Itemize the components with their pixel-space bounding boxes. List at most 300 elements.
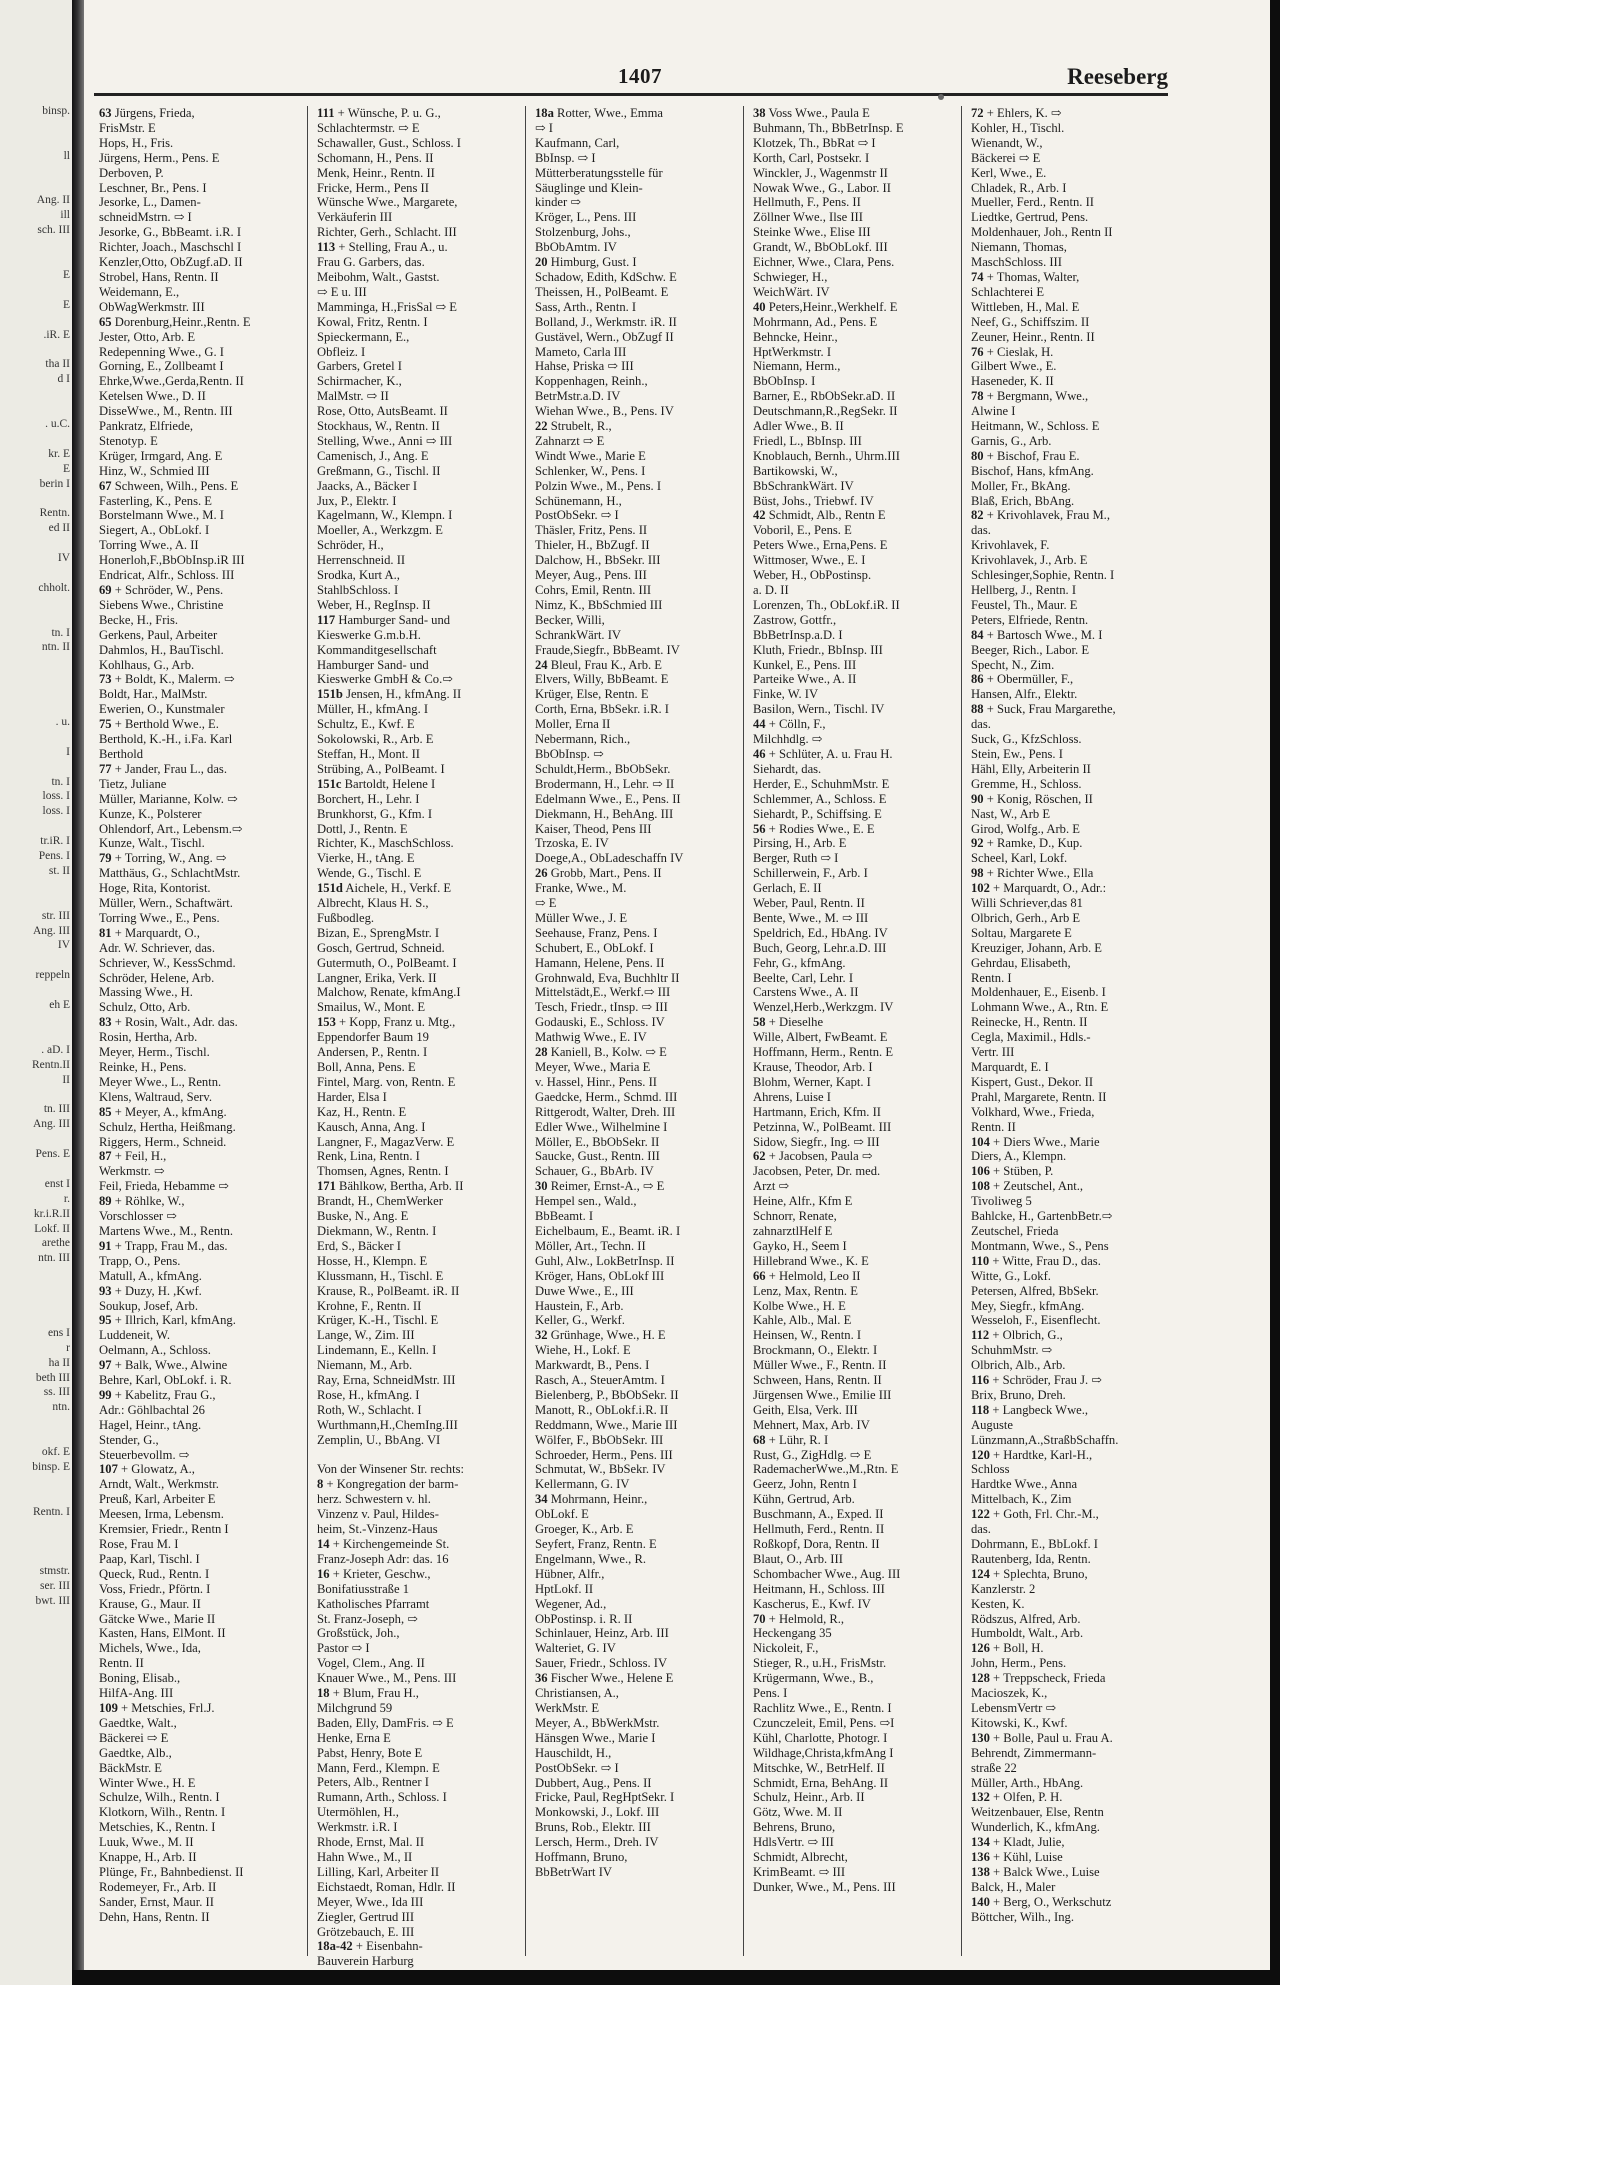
house-number: 66 <box>753 1268 766 1283</box>
house-number-entry <box>99 106 297 121</box>
entry-text: Scheel, Karl, Lokf. <box>971 851 1068 866</box>
entry-text: Krivohlavek, F. <box>971 538 1050 553</box>
edge-fragment: tn. I <box>51 626 70 639</box>
resident-entry <box>753 1626 951 1641</box>
resident-entry <box>99 598 297 613</box>
house-number-entry <box>317 613 515 628</box>
resident-entry <box>317 1805 515 1820</box>
entry-text: Wittleben, H., Mal. E <box>971 299 1080 314</box>
resident-entry <box>753 971 951 986</box>
page-number: 1407 <box>618 64 662 88</box>
entry-text: Hops, H., Fris. <box>99 135 174 150</box>
entry-text: Ahrens, Luise I <box>753 1089 831 1104</box>
entry-text: das. <box>971 717 991 732</box>
entry-text: Pabst, Henry, Bote E <box>317 1745 423 1760</box>
resident-entry <box>971 717 1169 732</box>
entry-text: Barner, E., RbObSekr.aD. II <box>753 389 896 404</box>
house-number-entry <box>99 1284 297 1299</box>
edge-fragment: . aD. I <box>41 1043 70 1056</box>
house-number: 106 <box>971 1164 990 1179</box>
entry-text: Kenzler,Otto, ObZugf.aD. II <box>99 255 243 270</box>
entry-text: Montmann, Wwe., S., Pens <box>971 1238 1109 1253</box>
edge-fragment: ss. III <box>43 1386 70 1399</box>
entry-text: Adler Wwe., B. II <box>753 419 844 434</box>
entry-text: Ray, Erna, SchneidMstr. III <box>317 1373 456 1388</box>
entry-text: Kaiser, Theod, Pens III <box>535 821 652 836</box>
resident-entry <box>971 494 1169 509</box>
entry-text: Peters,Heinr.,Werkhelf. E <box>768 299 898 314</box>
resident-entry <box>535 1761 733 1776</box>
house-number-entry <box>317 1015 515 1030</box>
resident-entry <box>535 985 733 1000</box>
resident-entry <box>971 1224 1169 1239</box>
entry-text: + Dieselhe <box>768 1015 824 1030</box>
entry-text: Behncke, Heinr., <box>753 329 838 344</box>
entry-text: Hahn Wwe., M., II <box>317 1850 413 1865</box>
entry-text: + Helmold, R., <box>768 1611 845 1626</box>
house-number: 151d <box>317 881 343 896</box>
resident-entry <box>753 762 951 777</box>
resident-entry <box>317 896 515 911</box>
entry-text: Müller, Arth., HbAng. <box>971 1775 1084 1790</box>
house-number-entry <box>753 822 951 837</box>
entry-text: Schmidt, Erna, BehAng. II <box>753 1775 889 1790</box>
resident-entry <box>535 300 733 315</box>
entry-text: Schlemmer, A., Schloss. E <box>753 791 887 806</box>
resident-entry <box>535 1656 733 1671</box>
entry-text: straße 22 <box>971 1760 1017 1775</box>
resident-entry <box>535 1582 733 1597</box>
entry-text: Milchgrund 59 <box>317 1700 393 1715</box>
house-number: 171 <box>317 1179 336 1194</box>
resident-entry <box>971 941 1169 956</box>
house-number-entry <box>99 1358 297 1373</box>
entry-text: Alwine I <box>971 404 1016 419</box>
resident-entry <box>753 1090 951 1105</box>
entry-text: Vogel, Clem., Ang. II <box>317 1656 425 1671</box>
resident-entry <box>317 822 515 837</box>
entry-text: Fischer Wwe., Helene E <box>550 1671 674 1686</box>
edge-fragment: E <box>62 268 70 281</box>
resident-entry <box>317 1775 515 1790</box>
resident-entry <box>535 792 733 807</box>
resident-entry <box>535 166 733 181</box>
entry-text: das. <box>971 523 991 538</box>
resident-entry <box>971 1597 1169 1612</box>
resident-entry <box>99 1090 297 1105</box>
entry-text: Edler Wwe., Wilhelmine I <box>535 1119 668 1134</box>
entry-text: ObLokf. E <box>535 1507 589 1522</box>
entry-text: Steinke Wwe., Elise III <box>753 225 871 240</box>
entry-text: HptLokf. II <box>535 1581 594 1596</box>
entry-text: Tesch, Friedr., tInsp. ⇨ III <box>535 1000 668 1015</box>
entry-text: Brandt, H., ChemWerker <box>317 1194 443 1209</box>
resident-entry <box>535 1746 733 1761</box>
resident-entry <box>535 1135 733 1150</box>
binding-gutter <box>72 0 84 1985</box>
entry-text: Luddeneit, W. <box>99 1328 171 1343</box>
resident-entry <box>535 971 733 986</box>
house-number: 20 <box>535 255 548 270</box>
resident-entry <box>535 672 733 687</box>
resident-entry <box>753 538 951 553</box>
entry-text: + Kirchengemeinde St. <box>332 1536 450 1551</box>
entry-text: Schauer, G., BbArb. IV <box>535 1164 654 1179</box>
resident-entry <box>535 1373 733 1388</box>
house-number: 108 <box>971 1179 990 1194</box>
entry-text: Krause, G., Maur. II <box>99 1596 201 1611</box>
house-number-entry <box>971 1641 1169 1656</box>
entry-text: Krohne, F., Rentn. II <box>317 1298 422 1313</box>
entry-text: Haustein, F., Arb. <box>535 1298 624 1313</box>
entry-text: Thomsen, Agnes, Rentn. I <box>317 1164 449 1179</box>
resident-entry <box>971 1880 1169 1895</box>
resident-entry <box>317 1895 515 1910</box>
edge-fragment: kr.i.R.II <box>33 1207 70 1220</box>
entry-text: Kitowski, K., Kwf. <box>971 1715 1068 1730</box>
entry-text: Müller, H., kfmAng. I <box>317 702 429 717</box>
resident-entry <box>971 1358 1169 1373</box>
resident-entry <box>753 1701 951 1716</box>
resident-entry <box>317 1522 515 1537</box>
resident-entry <box>317 568 515 583</box>
entry-text: Hartmann, Erich, Kfm. II <box>753 1104 881 1119</box>
resident-entry <box>753 1164 951 1179</box>
entry-text: + Thomas, Walter, <box>986 269 1080 284</box>
resident-entry <box>99 523 297 538</box>
resident-entry <box>535 717 733 732</box>
entry-text: Ewerien, O., Kunstmaler <box>99 702 225 717</box>
entry-text: Derboven, P. <box>99 165 164 180</box>
resident-entry <box>753 464 951 479</box>
entry-text: Stender, G., <box>99 1432 159 1447</box>
house-number-entry <box>971 389 1169 404</box>
resident-entry <box>753 568 951 583</box>
entry-text: Knappe, H., Arb. II <box>99 1850 197 1865</box>
resident-entry <box>753 777 951 792</box>
edge-fragment: tr.iR. I <box>40 835 70 848</box>
house-number-entry <box>971 1373 1169 1388</box>
resident-entry <box>971 1343 1169 1358</box>
entry-text: ⇨ I <box>535 120 553 135</box>
entry-text: DisseWwe., M., Rentn. III <box>99 404 233 419</box>
resident-entry <box>971 1433 1169 1448</box>
edge-fragment: tn. III <box>43 1103 70 1116</box>
house-number: 107 <box>99 1462 118 1477</box>
entry-text: Steffan, H., Mont. II <box>317 746 420 761</box>
entry-text: Mann, Ferd., Klempn. E <box>317 1760 440 1775</box>
entry-text: Kunkel, E., Pens. III <box>753 657 857 672</box>
house-number-entry <box>971 1254 1169 1269</box>
resident-entry <box>971 225 1169 240</box>
resident-entry <box>99 419 297 434</box>
edge-fragment: IV <box>57 552 70 564</box>
entry-text: Luuk, Wwe., M. II <box>99 1835 194 1850</box>
entry-text: Garnis, G., Arb. <box>971 433 1052 448</box>
resident-entry <box>535 956 733 971</box>
resident-entry <box>753 1403 951 1418</box>
entry-text: Rose, H., kfmAng. I <box>317 1387 420 1402</box>
house-number-entry <box>99 315 297 330</box>
entry-text: Zeutschel, Frieda <box>971 1223 1059 1238</box>
entry-text: Hosse, H., Klempn. E <box>317 1253 428 1268</box>
edge-fragment: Pens. E <box>35 1148 70 1160</box>
edge-fragment: st. II <box>48 864 70 877</box>
entry-text: Dottl, J., Rentn. E <box>317 821 408 836</box>
resident-entry <box>753 1776 951 1791</box>
resident-entry <box>99 1850 297 1865</box>
entry-text: Mütterberatungsstelle für <box>535 165 663 180</box>
resident-entry <box>753 1179 951 1194</box>
resident-entry <box>971 195 1169 210</box>
resident-entry <box>753 1820 951 1835</box>
resident-entry <box>535 523 733 538</box>
house-number-entry <box>971 1850 1169 1865</box>
resident-entry <box>753 330 951 345</box>
directory-column-4 <box>748 106 956 1956</box>
entry-text: + Marquardt, O., <box>114 925 200 940</box>
entry-text: HdlsVertr. ⇨ III <box>753 1835 834 1850</box>
house-number: 34 <box>535 1492 548 1507</box>
house-number: 102 <box>971 881 990 896</box>
entry-text: Brockmann, O., Elektr. I <box>753 1343 878 1358</box>
resident-entry <box>317 1224 515 1239</box>
resident-entry <box>535 1790 733 1805</box>
resident-entry <box>99 121 297 136</box>
resident-entry <box>971 1612 1169 1627</box>
edge-fragment: . u.C. <box>45 417 70 430</box>
entry-text: BbInsp. ⇨ I <box>535 150 596 165</box>
entry-text: WerkMstr. E <box>535 1700 600 1715</box>
entry-text: Vinzenz v. Paul, Hildes- <box>317 1507 439 1522</box>
entry-text: + Goth, Frl. Chr.-M., <box>993 1507 1099 1522</box>
entry-text: Kahle, Alb., Mal. E <box>753 1313 852 1328</box>
entry-text: Gremme, H., Schloss. <box>971 776 1082 791</box>
entry-text: Nowak Wwe., G., Labor. II <box>753 180 891 195</box>
resident-entry <box>99 166 297 181</box>
entry-text: Reddmann, Wwe., Marie III <box>535 1417 678 1432</box>
entry-text: Deutschmann,R.,RegSekr. II <box>753 404 898 419</box>
house-number: 81 <box>99 925 112 940</box>
directory-page <box>94 50 1168 1969</box>
entry-text: + Hardtke, Karl-H., <box>993 1447 1093 1462</box>
entry-text: Diers, A., Klempn. <box>971 1149 1067 1164</box>
house-number: 24 <box>535 657 548 672</box>
previous-page-edge <box>0 0 72 1985</box>
resident-entry <box>753 1343 951 1358</box>
entry-text: Heinsen, W., Rentn. I <box>753 1328 862 1343</box>
resident-entry <box>535 508 733 523</box>
entry-text: Hähl, Elly, Arbeiterin II <box>971 761 1091 776</box>
house-number-entry <box>971 866 1169 881</box>
house-number: 88 <box>971 702 984 717</box>
edge-fragment: stmstr. <box>39 1565 70 1578</box>
resident-entry <box>535 911 733 926</box>
entry-text: Srodka, Kurt A., <box>317 568 400 583</box>
entry-text: Meesen, Irma, Lebensm. <box>99 1507 224 1522</box>
resident-entry <box>317 1716 515 1731</box>
resident-entry <box>535 1448 733 1463</box>
entry-text: Geerz, John, Rentn I <box>753 1477 857 1492</box>
entry-text: Kispert, Gust., Dekor. II <box>971 1074 1094 1089</box>
resident-entry <box>753 1790 951 1805</box>
entry-text: Brunkhorst, G., Kfm. I <box>317 806 433 821</box>
entry-text: Franke, Wwe., M. <box>535 881 627 896</box>
resident-entry <box>99 1820 297 1835</box>
house-number-entry <box>971 1567 1169 1582</box>
entry-text: Richter, Gerh., Schlacht. III <box>317 225 457 240</box>
resident-entry <box>971 419 1169 434</box>
resident-entry <box>971 1462 1169 1477</box>
resident-entry <box>317 956 515 971</box>
resident-entry <box>99 747 297 762</box>
entry-text: Fraude,Siegfr., BbBeamt. IV <box>535 642 680 657</box>
entry-text: Bizan, E., SprengMstr. I <box>317 925 440 940</box>
resident-entry <box>971 1761 1169 1776</box>
resident-entry <box>317 1626 515 1641</box>
resident-entry <box>753 1284 951 1299</box>
entry-text: + Suck, Frau Margarethe, <box>986 702 1116 717</box>
resident-entry <box>317 598 515 613</box>
entry-text: Mey, Siegfr., kfmAng. <box>971 1298 1085 1313</box>
entry-text: Kolbe Wwe., H. E <box>753 1298 846 1313</box>
entry-text: Harder, Elsa I <box>317 1089 387 1104</box>
entry-text: Mohrmann, Ad., Pens. E <box>753 314 878 329</box>
house-number: 38 <box>753 106 766 120</box>
entry-text: + Bolle, Paul u. Frau A. <box>993 1730 1113 1745</box>
resident-entry <box>99 1895 297 1910</box>
entry-text: Großstück, Joh., <box>317 1626 400 1641</box>
house-number-entry <box>753 1015 951 1030</box>
entry-text: Strubelt, R., <box>550 419 612 434</box>
resident-entry <box>99 822 297 837</box>
resident-entry <box>971 359 1169 374</box>
entry-text: Rodemeyer, Fr., Arb. II <box>99 1879 217 1894</box>
resident-entry <box>753 1045 951 1060</box>
entry-text: Mitschke, W., BetrHelf. II <box>753 1760 885 1775</box>
entry-text: Balck, H., Maler <box>971 1879 1056 1894</box>
entry-text: Utermöhlen, H., <box>317 1805 399 1820</box>
entry-text: Garbers, Gretel I <box>317 359 402 374</box>
entry-text: Boll, Anna, Pens. E <box>317 1060 416 1074</box>
entry-text: Henke, Erna E <box>317 1730 391 1745</box>
entry-text: Blaß, Erich, BbAng. <box>971 493 1075 508</box>
entry-text: Grötzebauch, E. III <box>317 1924 415 1939</box>
entry-text: + Berg, O., Werkschutz <box>993 1894 1112 1909</box>
house-number: 80 <box>971 448 984 463</box>
entry-text: Kesten, K. <box>971 1596 1025 1611</box>
entry-text: Fußbodleg. <box>317 910 375 925</box>
house-number-entry <box>753 106 951 121</box>
resident-entry <box>317 807 515 822</box>
entry-text: FrisMstr. E <box>99 120 156 135</box>
entry-text: Rentn. II <box>99 1656 144 1671</box>
edge-fragment: beth III <box>35 1371 70 1384</box>
resident-entry <box>317 464 515 479</box>
entry-text: HptWerkmstr. I <box>753 344 832 359</box>
entry-text: Herder, E., SchuhmMstr. E <box>753 776 890 791</box>
entry-text: Berthold <box>99 746 144 761</box>
house-number-entry <box>535 1328 733 1343</box>
resident-entry <box>99 1671 297 1686</box>
resident-entry <box>971 598 1169 613</box>
resident-entry <box>753 1388 951 1403</box>
resident-entry <box>971 926 1169 941</box>
resident-entry <box>317 1373 515 1388</box>
entry-text: Duwe Wwe., E., III <box>535 1283 634 1298</box>
entry-text: Schlachtermstr. ⇨ E <box>317 120 420 135</box>
entry-text: Lindemann, E., Kelln. I <box>317 1343 437 1358</box>
entry-text: + Duzy, H. ,Kwf. <box>114 1283 202 1298</box>
resident-entry <box>535 1641 733 1656</box>
resident-entry <box>99 1656 297 1671</box>
entry-text: Doege,A., ObLadeschaffn IV <box>535 851 684 866</box>
entry-text: Schinlauer, Heinz, Arb. III <box>535 1626 669 1641</box>
resident-entry <box>535 494 733 509</box>
resident-entry <box>753 1716 951 1731</box>
entry-text: Götz, Wwe. M. II <box>753 1805 843 1820</box>
house-number: 84 <box>971 627 984 642</box>
entry-text: Gehrdau, Elisabeth, <box>971 955 1071 970</box>
entry-text: + Schlüter, A. u. Frau H. <box>768 746 893 761</box>
entry-text: Stenotyp. E <box>99 433 158 448</box>
resident-entry <box>99 389 297 404</box>
resident-entry <box>535 613 733 628</box>
entry-text: Gaedtke, Alb., <box>99 1745 172 1760</box>
house-number-entry <box>535 419 733 434</box>
entry-text: Stelling, Wwe., Anni ⇨ III <box>317 433 453 448</box>
resident-entry <box>535 1299 733 1314</box>
entry-text: Klotzek, Th., BbRat ⇨ I <box>753 135 876 150</box>
resident-entry <box>753 1567 951 1582</box>
resident-entry <box>753 1880 951 1895</box>
resident-entry <box>535 404 733 419</box>
entry-text: Andersen, P., Rentn. I <box>317 1045 428 1060</box>
resident-entry <box>99 658 297 673</box>
entry-text: + Bischof, Frau E. <box>986 448 1080 463</box>
entry-text: Liedtke, Gertrud, Pens. <box>971 210 1089 225</box>
resident-entry <box>753 598 951 613</box>
entry-text: Thäsler, Fritz, Pens. II <box>535 523 648 538</box>
column-rule <box>525 106 526 1956</box>
house-number: 79 <box>99 851 112 866</box>
house-number: 113 <box>317 240 336 255</box>
resident-entry <box>317 658 515 673</box>
house-number: 134 <box>971 1835 990 1850</box>
entry-text: + Metschies, Frl.J. <box>121 1700 215 1715</box>
resident-entry <box>317 941 515 956</box>
entry-text: Wenzel,Herb.,Werkzgm. IV <box>753 1000 894 1015</box>
resident-entry <box>99 449 297 464</box>
house-number-entry <box>99 1701 297 1716</box>
house-number-entry <box>971 672 1169 687</box>
entry-text: Matthäus, G., SchlachtMstr. <box>99 866 241 881</box>
resident-entry <box>535 1075 733 1090</box>
entry-text: Adr. W. Schriever, das. <box>99 940 215 955</box>
entry-text: Müller Wwe., F., Rentn. II <box>753 1358 887 1373</box>
entry-text: Kröger, Hans, ObLokf III <box>535 1268 665 1283</box>
resident-entry <box>971 181 1169 196</box>
edge-fragment: ntn. <box>52 1401 70 1414</box>
entry-text: Guhl, Alw., LokBetrInsp. II <box>535 1253 675 1268</box>
entry-text: Soltau, Margarete E <box>971 925 1072 940</box>
house-number: 76 <box>971 344 984 359</box>
resident-entry <box>971 985 1169 1000</box>
resident-entry <box>99 1328 297 1343</box>
resident-entry <box>753 941 951 956</box>
resident-entry <box>317 1209 515 1224</box>
entry-text: + Krieter, Geschw., <box>332 1566 431 1581</box>
